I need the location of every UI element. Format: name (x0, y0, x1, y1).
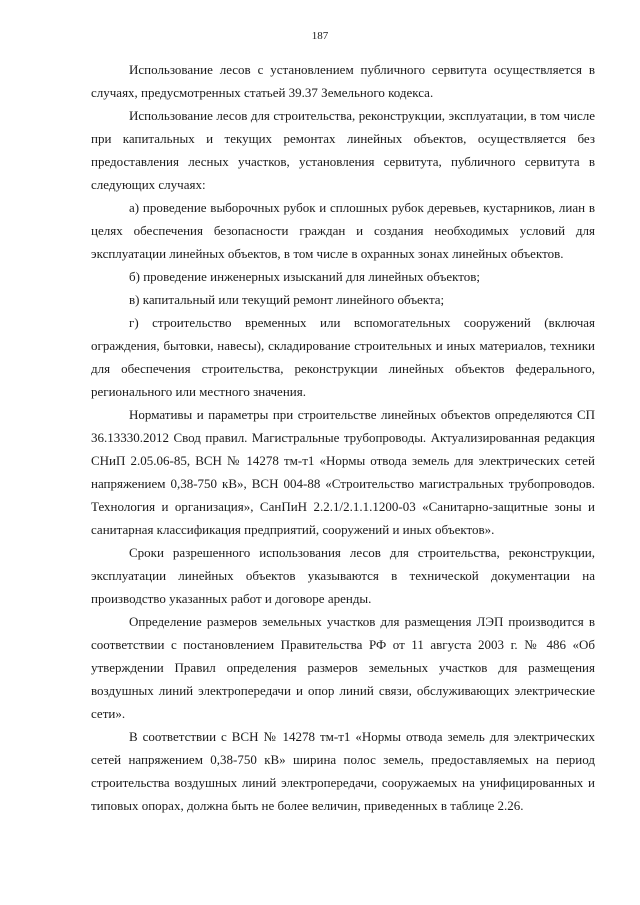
paragraph-land-plot-sizes: Определение размеров земельных участков для размещения ЛЭП производится в соответствии с постановлением Правительства РФ от 11 августа 2003 г. № 486 «Об утверждении Правил определения размеров земельных участков для размещения воздушных линий электропередачи и опор линий связи, обслуживающих электрические сети». (91, 614, 595, 721)
page-number: 187 (311, 30, 329, 42)
paragraph-linear-objects-use: Использование лесов для строительства, реконструкции, эксплуатации, в том числе при капитальных и текущих ремонтах линейных объектов, осуществляется без предоставления лесных участков, установления сервитута, публичного сервитута в следующих случаях: (91, 108, 595, 192)
list-item-d-temporary-structures: г) строительство временных или вспомогательных сооружений (включая ограждения, бытовки, навесы), складирование строительных и иных материалов, техники для обеспечения строительства, реконструкции линейных объектов федерального, регионального или местного значения. (91, 315, 595, 399)
paragraph-norms-and-parameters: Нормативы и параметры при строительстве линейных объектов определяются СП 36.13330.2012 Свод правил. Магистральные трубопроводы. Актуализированная редакция СНиП 2.05.06-85, ВСН № 14278 тм-т1 «Нормы отвода земель для электрических сетей напряжением 0,38-750 кВ», ВСН 004-88 «Строительство магистральных трубопроводов. Технология и организация», СанПиН 2.2.1/2.1.1.1200-03 «Санитарно-защитные зоны и санитарная классификация предприятий, сооружений и иных объектов». (91, 407, 595, 537)
list-item-a-logging: а) проведение выборочных рубок и сплошных рубок деревьев, кустарников, лиан в целях обеспечения безопасности граждан и создания необходимых условий для эксплуатации линейных объектов, в том числе в охранных зонах линейных объектов. (91, 200, 595, 261)
list-item-b-surveys: б) проведение инженерных изысканий для линейных объектов; (129, 269, 480, 284)
list-item-c-repair: в) капитальный или текущий ремонт линейного объекта; (129, 292, 445, 307)
paragraph-strip-width: В соответствии с ВСН № 14278 тм-т1 «Нормы отвода земель для электрических сетей напряжением 0,38-750 кВ» ширина полос земель, предоставляемых на период строительства воздушных линий электропередачи, сооружаемых на унифицированных и типовых опорах, должна быть не более величин, приведенных в таблице 2.26. (91, 729, 595, 813)
document-body (91, 58, 595, 817)
paragraph-use-terms: Сроки разрешенного использования лесов для строительства, реконструкции, эксплуатации линейных объектов указываются в технической документации на производство указанных работ и договоре аренды. (91, 545, 595, 606)
paragraph-public-servitude: Использование лесов с установлением публичного сервитута осуществляется в случаях, предусмотренных статьей 39.37 Земельного кодекса. (91, 62, 595, 100)
